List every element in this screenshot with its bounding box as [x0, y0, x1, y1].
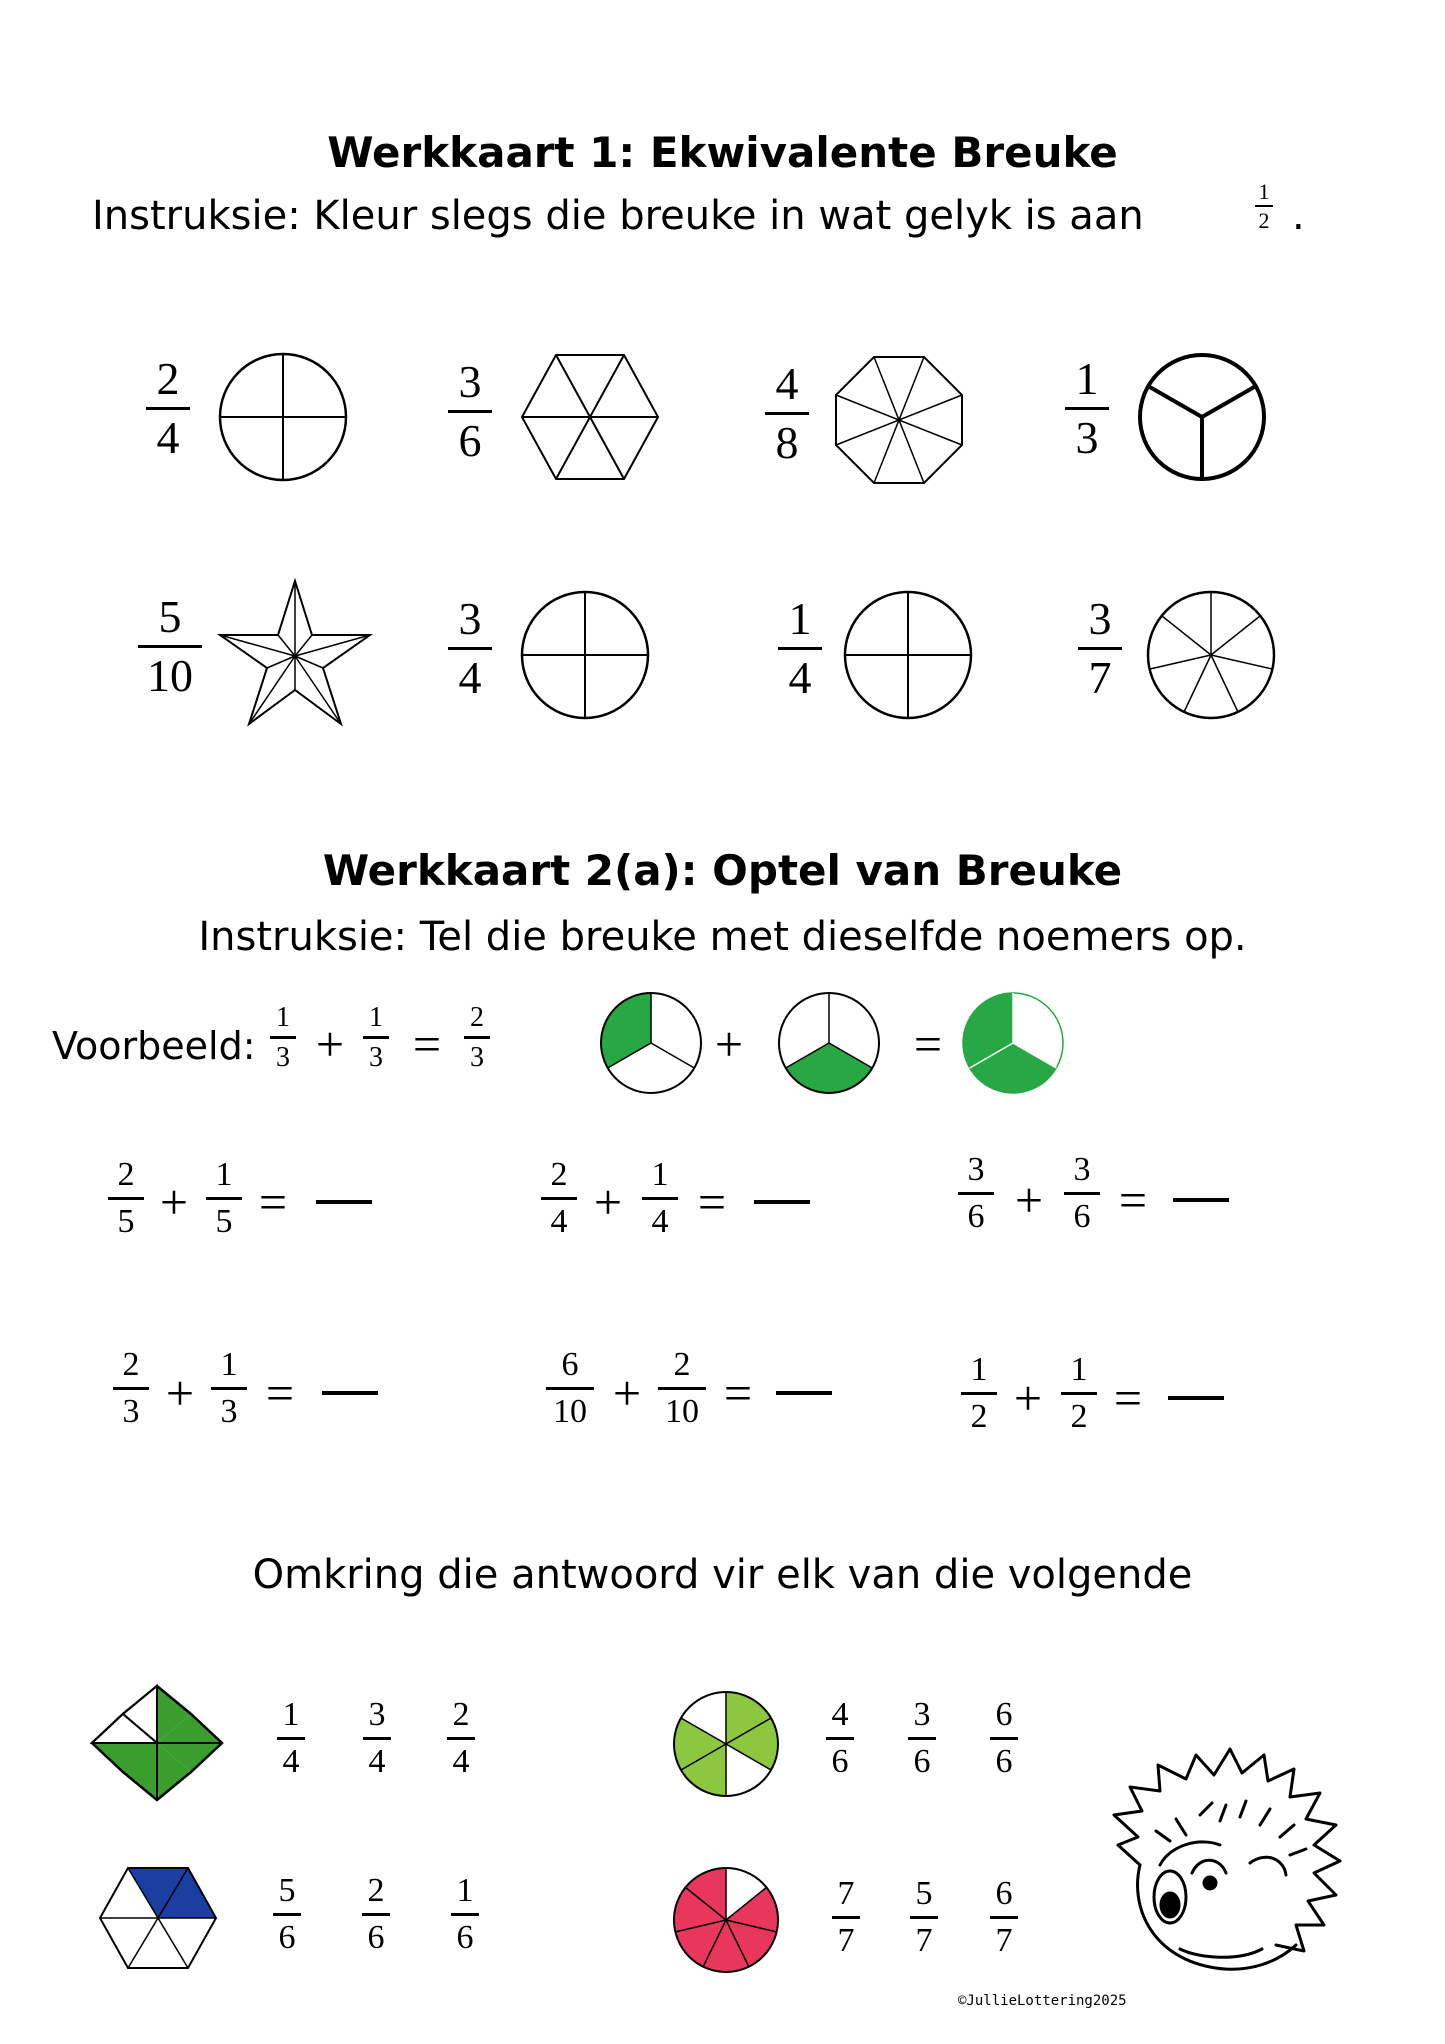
option-1-2[interactable] — [363, 1697, 391, 1779]
denominator: 3 — [470, 1042, 484, 1074]
denominator: 7 — [995, 1921, 1013, 1959]
numerator: 5 — [278, 1872, 296, 1909]
copyright-text: ©JullieLottering2025 — [958, 1993, 1127, 2009]
plus-sign: + — [1014, 1172, 1044, 1228]
denominator: 4 — [156, 412, 180, 464]
fraction-bar — [765, 412, 809, 415]
circle-quarters-icon — [843, 590, 973, 720]
answer-blank[interactable] — [1168, 1396, 1224, 1400]
fraction-bar — [826, 1737, 854, 1740]
numerator: 1 — [970, 1351, 988, 1388]
fraction-bar — [961, 1392, 997, 1395]
fraction-b — [211, 1347, 247, 1429]
denominator: 6 — [967, 1197, 985, 1235]
denominator: 4 — [452, 1742, 470, 1780]
denominator: 4 — [788, 652, 812, 704]
equals-sign: = — [723, 1365, 753, 1421]
denominator: 6 — [278, 1918, 296, 1956]
numerator: 5 — [158, 591, 182, 642]
denominator: 2 — [1258, 208, 1270, 234]
fraction-bar — [448, 410, 492, 413]
numerator: 1 — [456, 1872, 474, 1909]
numerator: 5 — [915, 1875, 933, 1912]
fraction-b — [658, 1347, 706, 1429]
fraction-bar — [464, 1036, 490, 1039]
ws1-fraction-5 — [138, 593, 202, 701]
denominator: 7 — [1088, 652, 1112, 704]
ws1-fraction-3 — [765, 360, 809, 468]
fraction-bar — [1061, 1392, 1097, 1395]
numerator: 2 — [452, 1696, 470, 1733]
plus-sign: + — [593, 1174, 623, 1230]
denominator: 4 — [458, 652, 482, 704]
fraction-bar — [451, 1913, 479, 1916]
denominator: 5 — [117, 1202, 135, 1240]
answer-blank[interactable] — [754, 1200, 810, 1204]
circle-sixths-icon — [672, 1690, 780, 1798]
fraction-a — [113, 1347, 149, 1429]
fraction-bar — [990, 1916, 1018, 1919]
example-circle-one-third-icon — [600, 992, 702, 1094]
fraction-bar — [778, 647, 822, 650]
numerator: 7 — [837, 1875, 855, 1912]
hedgehog-illustration-icon — [1100, 1745, 1360, 1985]
denominator: 2 — [970, 1397, 988, 1435]
fraction-bar — [448, 647, 492, 650]
numerator: 1 — [282, 1696, 300, 1733]
ws1-fraction-4 — [1065, 355, 1109, 463]
fraction-bar — [832, 1916, 860, 1919]
fraction-bar — [1065, 407, 1109, 410]
numerator: 3 — [913, 1696, 931, 1733]
option-1-3[interactable] — [447, 1697, 475, 1779]
circle-thirds-icon — [1137, 352, 1267, 482]
numerator: 2 — [122, 1346, 140, 1383]
example-label: Voorbeeld: — [52, 1024, 256, 1068]
ws1-fraction-1 — [146, 355, 190, 463]
denominator: 4 — [368, 1742, 386, 1780]
denominator: 10 — [665, 1392, 699, 1430]
denominator: 3 — [276, 1042, 290, 1074]
worksheet2-title: Werkkaart 2(a): Optel van Breuke — [322, 846, 1123, 895]
denominator: 10 — [147, 650, 193, 702]
circle-quarters-icon — [520, 590, 650, 720]
numerator: 1 — [1258, 179, 1270, 204]
denominator: 3 — [369, 1042, 383, 1074]
denominator: 6 — [831, 1742, 849, 1780]
fraction-bar — [211, 1387, 247, 1390]
circle-sevenths-icon — [672, 1866, 780, 1974]
plus-sign: + — [159, 1174, 189, 1230]
numerator: 2 — [470, 1002, 484, 1033]
fraction-bar — [1255, 205, 1273, 207]
numerator: 1 — [215, 1156, 233, 1193]
numerator: 2 — [673, 1346, 691, 1383]
option-2-3[interactable] — [990, 1697, 1018, 1779]
fraction-bar — [908, 1737, 936, 1740]
denominator: 3 — [122, 1392, 140, 1430]
numerator: 2 — [117, 1156, 135, 1193]
fraction-bar — [138, 645, 202, 648]
denominator: 4 — [282, 1742, 300, 1780]
numerator: 1 — [1070, 1351, 1088, 1388]
numerator: 2 — [156, 353, 180, 404]
option-3-2[interactable] — [362, 1873, 390, 1955]
denominator: 6 — [367, 1918, 385, 1956]
denominator: 4 — [651, 1202, 669, 1240]
option-2-2[interactable] — [908, 1697, 936, 1779]
numerator: 4 — [831, 1696, 849, 1733]
numerator: 3 — [1088, 593, 1112, 644]
worksheet1-title: Werkkaart 1: Ekwivalente Breuke — [327, 128, 1118, 177]
numerator: 3 — [458, 356, 482, 407]
answer-blank[interactable] — [316, 1200, 372, 1204]
fraction-a — [108, 1157, 144, 1239]
numerator: 1 — [1075, 353, 1099, 404]
fraction-bar — [363, 1737, 391, 1740]
fraction-bar — [910, 1916, 938, 1919]
fraction-bar — [363, 1036, 389, 1039]
denominator: 4 — [550, 1202, 568, 1240]
example-circle-two-thirds-icon — [962, 992, 1064, 1094]
ws1-fraction-2 — [448, 358, 492, 466]
plus-sign: + — [165, 1365, 195, 1421]
hexagon-sixths-icon — [98, 1866, 218, 1970]
fraction-bar — [206, 1197, 242, 1200]
equals-sign: = — [1118, 1172, 1148, 1228]
fraction-b — [206, 1157, 242, 1239]
hexagon-sixths-icon — [520, 352, 660, 482]
denominator: 7 — [915, 1921, 933, 1959]
fraction-bar — [658, 1387, 706, 1390]
equals-sign: = — [697, 1174, 727, 1230]
ws1-fraction-7 — [778, 595, 822, 703]
numerator: 1 — [220, 1346, 238, 1383]
worksheet1-instruction: Instruksie: Kleur slegs die breuke in wat gelyk is aan — [92, 193, 1144, 239]
ws1-fraction-6 — [448, 595, 492, 703]
numerator: 1 — [369, 1002, 383, 1033]
option-4-3[interactable] — [990, 1876, 1018, 1958]
denominator: 6 — [456, 1918, 474, 1956]
fraction-bar — [362, 1913, 390, 1916]
fraction-a — [541, 1157, 577, 1239]
answer-blank[interactable] — [322, 1391, 378, 1395]
denominator: 3 — [1075, 412, 1099, 464]
fraction-bar — [1064, 1192, 1100, 1195]
denominator: 5 — [215, 1202, 233, 1240]
fraction-bar — [990, 1737, 1018, 1740]
plus-sign: + — [612, 1365, 642, 1421]
numerator: 1 — [788, 593, 812, 644]
numerator: 3 — [967, 1151, 985, 1188]
option-4-1[interactable] — [832, 1876, 860, 1958]
example-fraction-a — [270, 1003, 296, 1073]
denominator: 6 — [1073, 1197, 1091, 1235]
fraction-bar — [270, 1036, 296, 1039]
denominator: 3 — [220, 1392, 238, 1430]
circle-sevenths-icon — [1146, 590, 1276, 720]
star-quarters-icon — [90, 1684, 224, 1802]
denominator: 10 — [553, 1392, 587, 1430]
denominator: 2 — [1070, 1397, 1088, 1435]
fraction-bar — [146, 407, 190, 410]
numerator: 1 — [651, 1156, 669, 1193]
equals-sign: = — [1113, 1370, 1143, 1426]
numerator: 6 — [995, 1696, 1013, 1733]
numerator: 6 — [995, 1875, 1013, 1912]
example-fraction-b — [363, 1003, 389, 1073]
option-1-1[interactable] — [277, 1697, 305, 1779]
option-4-2[interactable] — [910, 1876, 938, 1958]
option-3-1[interactable] — [273, 1873, 301, 1955]
numerator: 3 — [1073, 1151, 1091, 1188]
fraction-a — [961, 1352, 997, 1434]
fraction-bar — [277, 1737, 305, 1740]
fraction-bar — [113, 1387, 149, 1390]
denominator: 6 — [913, 1742, 931, 1780]
fraction-b — [642, 1157, 678, 1239]
instruction-fraction — [1255, 180, 1273, 232]
plus-sign: + — [315, 1016, 345, 1072]
numerator: 2 — [550, 1156, 568, 1193]
worksheet2-instruction: Instruksie: Tel die breuke met dieselfde noemers op. — [198, 914, 1247, 960]
numerator: 2 — [367, 1872, 385, 1909]
numerator: 3 — [458, 593, 482, 644]
star-tenths-icon — [215, 578, 375, 728]
example-equals-sign: = — [913, 1016, 943, 1072]
answer-blank[interactable] — [776, 1391, 832, 1395]
answer-blank[interactable] — [1173, 1198, 1229, 1202]
equals-sign: = — [412, 1016, 442, 1072]
ws1-fraction-8 — [1078, 595, 1122, 703]
numerator: 3 — [368, 1696, 386, 1733]
option-3-3[interactable] — [451, 1873, 479, 1955]
fraction-bar — [541, 1197, 577, 1200]
denominator: 6 — [458, 415, 482, 467]
numerator: 1 — [276, 1002, 290, 1033]
example-plus-sign: + — [714, 1016, 744, 1072]
fraction-bar — [447, 1737, 475, 1740]
fraction-a — [958, 1152, 994, 1234]
equals-sign: = — [265, 1365, 295, 1421]
circle-quarters-icon — [218, 352, 348, 482]
fraction-a — [546, 1347, 594, 1429]
fraction-bar — [642, 1197, 678, 1200]
fraction-bar — [108, 1197, 144, 1200]
numerator: 6 — [561, 1346, 579, 1383]
numerator: 4 — [775, 358, 799, 409]
fraction-b — [1061, 1352, 1097, 1434]
fraction-bar — [958, 1192, 994, 1195]
example-circle-one-third-bottom-icon — [778, 992, 880, 1094]
fraction-b — [1064, 1152, 1100, 1234]
denominator: 6 — [995, 1742, 1013, 1780]
option-2-1[interactable] — [826, 1697, 854, 1779]
instruction-period: . — [1292, 193, 1305, 239]
octagon-eighths-icon — [834, 355, 964, 485]
circle-section-instruction: Omkring die antwoord vir elk van die volgende — [252, 1552, 1193, 1598]
denominator: 7 — [837, 1921, 855, 1959]
example-fraction-result — [464, 1003, 490, 1073]
denominator: 8 — [775, 417, 799, 469]
fraction-bar — [273, 1913, 301, 1916]
equals-sign: = — [258, 1174, 288, 1230]
fraction-bar — [1078, 647, 1122, 650]
plus-sign: + — [1013, 1370, 1043, 1426]
fraction-bar — [546, 1387, 594, 1390]
